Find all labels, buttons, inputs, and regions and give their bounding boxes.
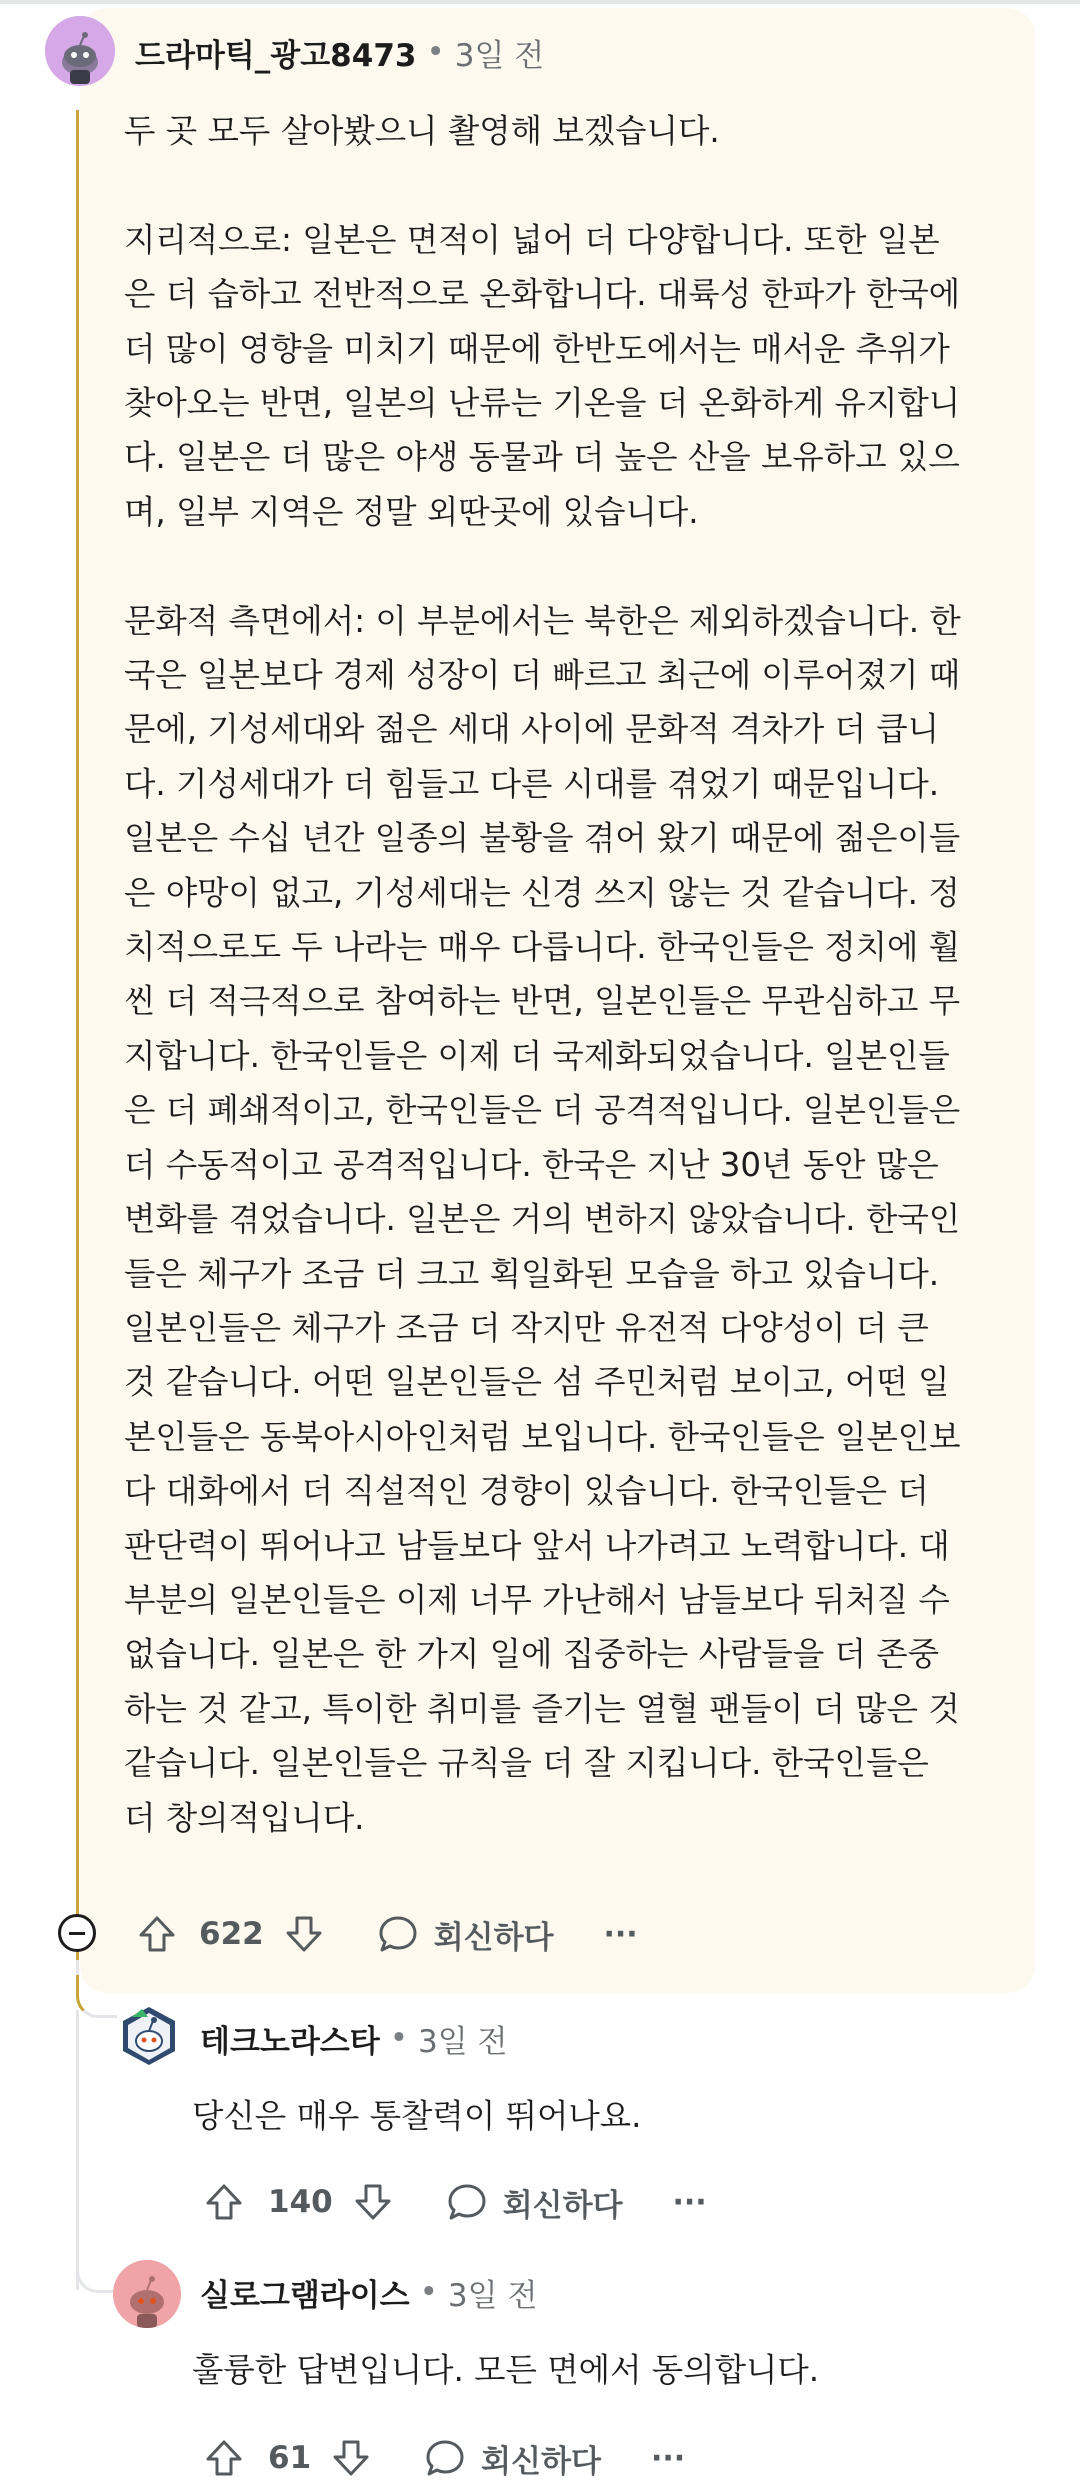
comment-body: 당신은 매우 통찰력이 뛰어나요. [192,2097,642,2135]
comment-body [124,104,1024,1845]
reply-label: 회신하다 [502,2187,623,2224]
more-options-button[interactable]: ··· [650,2440,686,2476]
thread-connector [76,1975,117,2018]
comment-line: 지합니다. 한국인들은 이제 더 국제화되었습니다. 일본인들 [124,1036,950,1075]
comment-meta [200,2272,537,2312]
comment-line: 며, 일부 지역은 정말 외딴곳에 있습니다. [124,492,699,531]
comment-line: 두 곳 모두 살아봤으니 촬영해 보겠습니다. [124,112,720,150]
upvote-button[interactable] [202,2180,246,2224]
thread-connector [76,2250,117,2293]
arrow-up-icon [137,1914,177,1954]
comment-line: 부분의 일본인들은 이제 너무 가난해서 남들보다 뒤처질 수 [124,1580,950,1619]
more-options-button[interactable]: ··· [672,2184,707,2220]
timestamp[interactable]: 3일 전 [454,37,545,74]
vote-count: 61 [268,2440,312,2476]
paragraph [124,213,1024,539]
reply-button[interactable] [445,2180,623,2225]
speech-bubble-icon [376,1912,420,1956]
avatar[interactable] [113,2260,181,2328]
comment-line: 다 대화에서 더 직설적인 경향이 있습니다. 한국인들은 더 [124,1472,929,1511]
reply-button[interactable] [376,1912,554,1957]
snoo-avatar-icon [45,16,115,86]
comment-line: 판단력이 뛰어나고 남들보다 앞서 나가려고 노력합니다. 대 [124,1526,950,1565]
comment-line: 일본인들은 체구가 조금 더 작지만 유전적 다양성이 더 큰 [124,1308,929,1347]
comment-line: 없습니다. 일본은 한 가지 일에 집중하는 사람들을 더 존중 [124,1635,940,1674]
thread-line[interactable] [76,110,79,1960]
comment-line: 더 수동적이고 공격적입니다. 한국은 지난 30년 동안 많은 [124,1145,939,1184]
snoo-avatar-icon [113,2260,181,2328]
comment-line: 문에, 기성세대와 젊은 세대 사이에 문화적 격차가 더 큽니 [124,710,940,749]
comment-line: 은 야망이 없고, 기성세대는 신경 쓰지 않는 것 같습니다. 정 [124,873,960,912]
downvote-button[interactable] [282,1912,326,1956]
arrow-up-icon [204,2438,244,2478]
comment-line: 들은 체구가 조금 더 크고 획일화된 모습을 하고 있습니다. [124,1254,940,1293]
comment-line: 일본은 수십 년간 일종의 불황을 겪어 왔기 때문에 젊은이들 [124,819,961,858]
comment-line: 문화적 측면에서: 이 부분에서는 북한은 제외하겠습니다. 한 [124,601,961,640]
comment-line: 더 많이 영향을 미치기 때문에 한반도에서는 매서운 추위가 [124,329,950,368]
comment-line: 다. 기성세대가 더 힘들고 다른 시대를 겪었기 때문입니다. [124,764,940,803]
snoo-avatar-icon [118,2005,180,2067]
separator-dot: • [419,2274,438,2310]
comment-actions [202,2436,685,2480]
minus-circle-icon [69,1932,85,1935]
downvote-button[interactable] [329,2436,373,2480]
comment-line: 더 창의적입니다. [124,1798,365,1837]
arrow-up-icon [204,2182,244,2222]
thread-connector [76,2010,79,2290]
paragraph [124,594,1024,1845]
arrow-down-icon [284,1914,324,1954]
comment-line: 하는 것 같고, 특이한 취미를 즐기는 열혈 팬들이 더 많은 것 [124,1689,960,1728]
speech-bubble-icon [445,2180,489,2224]
avatar[interactable] [45,16,115,86]
avatar[interactable] [118,2005,180,2067]
arrow-down-icon [353,2182,393,2222]
username[interactable]: 드라마틱_광고8473 [135,37,417,74]
comment-line: 다. 일본은 더 많은 야생 동물과 더 높은 산을 보유하고 있으 [124,438,960,477]
collapse-button[interactable] [58,1914,96,1952]
upvote-button[interactable] [202,2436,246,2480]
downvote-button[interactable] [351,2180,395,2224]
separator-dot: • [389,2020,408,2056]
comment-actions [135,1912,638,1956]
comment-body: 훌륭한 답변입니다. 모든 면에서 동의합니다. [192,2351,820,2389]
reply-label: 회신하다 [481,2443,601,2480]
top-divider [0,0,1080,4]
comment-line: 지리적으로: 일본은 면적이 넓어 더 다양합니다. 또한 일본 [124,220,940,259]
comment-line: 것 같습니다. 어떤 일본인들은 섬 주민처럼 보이고, 어떤 일 [124,1363,950,1402]
comment-meta [200,2018,507,2058]
reply-button[interactable] [423,2436,601,2481]
paragraph [124,104,1024,158]
comment-meta [135,32,544,72]
timestamp[interactable]: 3일 전 [447,2277,538,2314]
arrow-down-icon [331,2438,371,2478]
speech-bubble-icon [423,2436,467,2480]
comment-line: 찾아오는 반면, 일본의 난류는 기온을 더 온화하게 유지합니 [124,384,961,423]
comment-line: 본인들은 동북아시아인처럼 보입니다. 한국인들은 일본인보 [124,1417,961,1456]
upvote-button[interactable] [135,1912,179,1956]
reply-label: 회신하다 [433,1919,554,1956]
comment-line: 같습니다. 일본인들은 규칙을 더 잘 지킵니다. 한국인들은 [124,1744,929,1783]
username[interactable]: 테크노라스타 [200,2023,380,2060]
comment-line: 은 더 폐쇄적이고, 한국인들은 더 공격적입니다. 일본인들은 [124,1091,961,1130]
username[interactable]: 실로그램라이스 [200,2277,410,2314]
vote-count: 622 [199,1916,264,1952]
comment-line: 국은 일본보다 경제 성장이 더 빠르고 최근에 이루어졌기 때 [124,656,961,695]
more-options-button[interactable]: ··· [603,1916,638,1952]
comment-line: 치적으로도 두 나라는 매우 다릅니다. 한국인들은 정치에 훨 [124,928,961,967]
comment-line: 씬 더 적극적으로 참여하는 반면, 일본인들은 무관심하고 무 [124,982,961,1021]
comment-actions [202,2180,707,2224]
comment-line: 변화를 겪었습니다. 일본은 거의 변하지 않았습니다. 한국인 [124,1200,961,1239]
vote-count: 140 [268,2184,333,2220]
comment-line: 은 더 습하고 전반적으로 온화합니다. 대륙성 한파가 한국에 [124,275,961,314]
separator-dot: • [426,34,445,70]
timestamp[interactable]: 3일 전 [417,2023,508,2060]
